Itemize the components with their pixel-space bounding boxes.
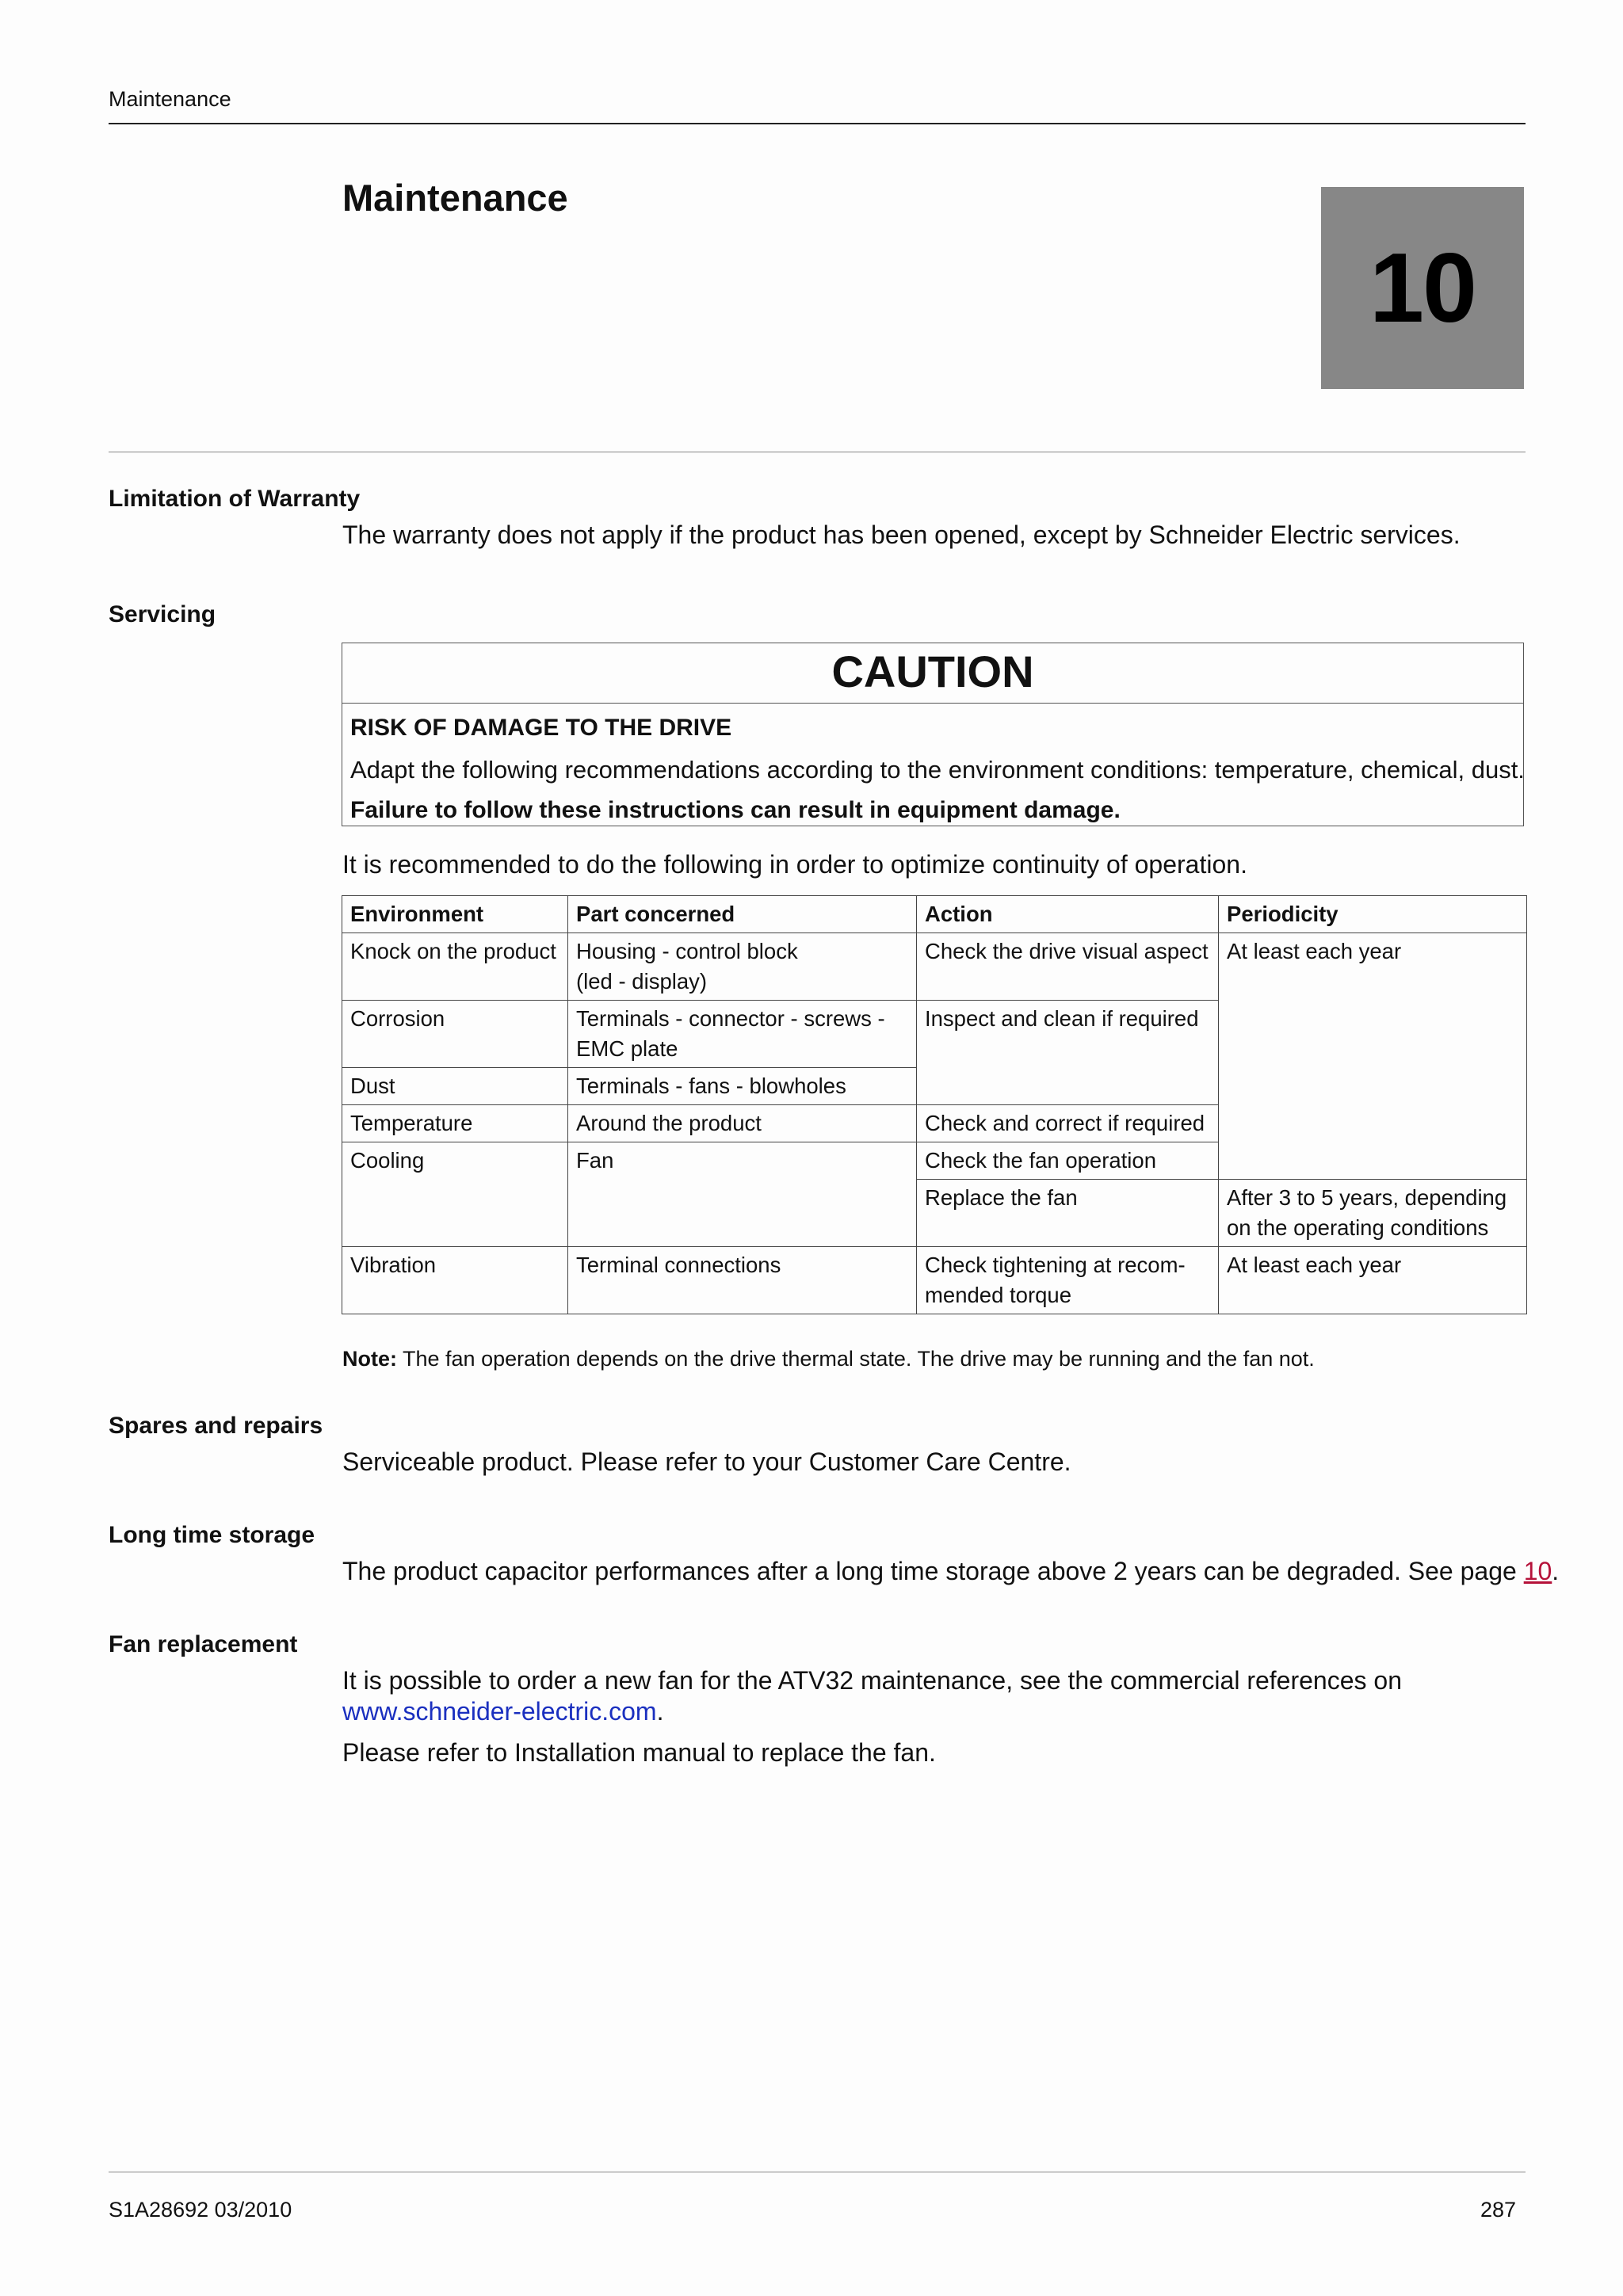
servicing-intro: It is recommended to do the following in order to optimize continuity of operation.	[342, 850, 1247, 879]
fan-link-end: .	[656, 1697, 664, 1726]
chapter-number-box	[1321, 187, 1524, 389]
page-number: 287	[1480, 2198, 1517, 2222]
fan-heading: Fan replacement	[109, 1631, 298, 1657]
environment-cell: Temperature	[342, 1105, 568, 1142]
fan-text: It is possible to order a new fan for the ATV32 maintenance, see the commercial references on	[342, 1666, 1402, 1695]
note-text: The fan operation depends on the drive thermal state. The drive may be running and the fan not.	[403, 1347, 1315, 1371]
spares-text: Serviceable product. Please refer to your Customer Care Centre.	[342, 1447, 1071, 1476]
warranty-text: The warranty does not apply if the product has been opened, except by Schneider Electric services.	[342, 521, 1461, 549]
environment-cell: Knock on the product	[342, 933, 568, 1001]
periodicity-cell: At least each year	[1219, 933, 1527, 1180]
part-cell: Terminals - fans - blowholes	[568, 1068, 917, 1105]
header-rule	[109, 123, 1526, 124]
storage-heading: Long time storage	[109, 1522, 315, 1548]
environment-cell: Cooling	[342, 1142, 568, 1247]
doc-reference: S1A28692 03/2010	[109, 2198, 292, 2222]
action-cell: Replace the fan	[917, 1180, 1219, 1247]
running-header: Maintenance	[109, 87, 231, 111]
column-header: Environment	[342, 896, 568, 933]
storage-text: The product capacitor performances after a long time storage above 2 years can be degraded. See page	[342, 1557, 1517, 1585]
part-cell: Terminals - connector - screws - EMC plate	[568, 1001, 917, 1068]
caution-subtitle: RISK OF DAMAGE TO THE DRIVE	[350, 715, 732, 741]
action-cell: Check and correct if required	[917, 1105, 1219, 1142]
column-header: Action	[917, 896, 1219, 933]
action-cell: Check the drive visual aspect	[917, 933, 1219, 1001]
part-line: Housing - control block	[576, 939, 798, 963]
table-row	[342, 1247, 1527, 1314]
page-link[interactable]: 10	[1523, 1557, 1552, 1585]
fan-paragraph	[342, 1665, 1523, 1727]
action-cell: Inspect and clean if required	[917, 1001, 1219, 1105]
note	[342, 1347, 1315, 1371]
caution-consequence: Failure to follow these instructions can result in equipment damage.	[350, 797, 1121, 823]
environment-cell: Corrosion	[342, 1001, 568, 1068]
caution-title: CAUTION	[342, 643, 1523, 704]
environment-cell: Dust	[342, 1068, 568, 1105]
chapter-title: Maintenance	[342, 177, 568, 219]
table-row	[342, 933, 1527, 1001]
caution-text: Adapt the following recommendations according to the environment conditions: temperature, chemical, dust.	[350, 756, 1525, 784]
storage-end: .	[1552, 1557, 1560, 1585]
fan-text-2: Please refer to Installation manual to replace the fan.	[342, 1738, 936, 1767]
action-cell: Check tightening at recom-mended torque	[917, 1247, 1219, 1314]
part-cell: Fan	[568, 1142, 917, 1247]
part-cell: Around the product	[568, 1105, 917, 1142]
storage-paragraph	[342, 1556, 1559, 1587]
website-link[interactable]: www.schneider-electric.com	[342, 1697, 657, 1726]
servicing-heading: Servicing	[109, 601, 216, 627]
column-header: Periodicity	[1219, 896, 1527, 933]
caution-box	[342, 643, 1524, 826]
periodicity-cell: After 3 to 5 years, depending on the operating conditions	[1219, 1180, 1527, 1247]
part-cell	[568, 933, 917, 1001]
maintenance-table	[342, 895, 1527, 1314]
column-header: Part concerned	[568, 896, 917, 933]
table-header-row	[342, 896, 1527, 933]
chapter-number: 10	[1369, 233, 1476, 343]
action-cell: Check the fan operation	[917, 1142, 1219, 1180]
part-cell: Terminal connections	[568, 1247, 917, 1314]
part-line: (led - display)	[576, 969, 708, 994]
environment-cell: Vibration	[342, 1247, 568, 1314]
warranty-heading: Limitation of Warranty	[109, 486, 361, 512]
spares-heading: Spares and repairs	[109, 1413, 323, 1439]
periodicity-cell: At least each year	[1219, 1247, 1527, 1314]
note-label: Note:	[342, 1347, 397, 1371]
